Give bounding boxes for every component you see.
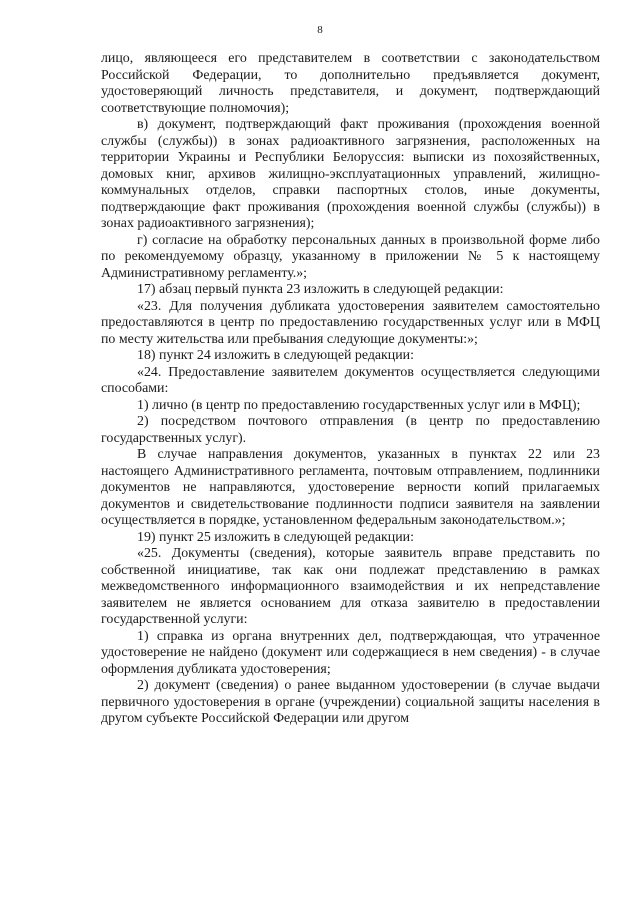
- paragraph: лицо, являющееся его представителем в соответствии с законодательством Российской Федерации, то дополнительно предъявляется документ, удостоверяющий личность представителя, и документ, подтверждающий соответствующие полномочия);: [101, 51, 600, 116]
- paragraph: 19) пункт 25 изложить в следующей редакции:: [137, 529, 414, 545]
- paragraph: 1) справка из органа внутренних дел, подтверждающая, что утраченное удостоверение не найдено (документ или содержащиеся в нем сведения) - в случае оформления дубликата удостоверения;: [101, 628, 600, 677]
- document-body: [101, 51, 600, 728]
- paragraph: «23. Для получения дубликата удостоверения заявителем самостоятельно предоставляются в центр по предоставлению государственных услуг или в МФЦ по месту жительства или пребывания следующие документы:»;: [101, 298, 600, 347]
- paragraph: 2) документ (сведения) о ранее выданном удостоверении (в случае выдачи первичного удостоверения в органе (учреждении) социальной защиты населения в другом субъекте Российской Федерации или другом: [101, 678, 600, 726]
- paragraph: 18) пункт 24 изложить в следующей редакции:: [137, 348, 414, 363]
- page-number: 8: [317, 24, 323, 36]
- paragraph: «25. Документы (сведения), которые заявитель вправе представить по собственной инициативе, так как они подлежат представлению в рамках межведомственного информационного взаимодействия и их непредставление заявителем не является основанием для отказа заявителю в предоставлении государственной услуги:: [101, 546, 600, 627]
- paragraph: в) документ, подтверждающий факт проживания (прохождения военной службы (службы)) в зонах радиоактивного загрязнения, расположенных на территории Украины и Республики Белоруссия: выписки из похозяйственных, домовых книг, архивов жилищно-эксплуатационных управлений, жилищно-коммунальных отделов, справки паспортных столов, иные документы, подтверждающие факт проживания (прохождения военной службы (службы)) в зонах радиоактивного загрязнения);: [101, 117, 600, 231]
- paragraph: 2) посредством почтового отправления (в центр по предоставлению государственных услуг).: [101, 414, 600, 446]
- paragraph: В случае направления документов, указанных в пунктах 22 или 23 настоящего Административного регламента, почтовым отправлением, подлинники документов не направляются, удостоверение верности копий прилагаемых документов и свидетельствование подлинности подписи заявителя на заявлении осуществляется в порядке, установленном федеральным законодательством.»;: [101, 447, 600, 528]
- paragraph: 17) абзац первый пункта 23 изложить в следующей редакции:: [137, 282, 504, 297]
- paragraph: г) согласие на обработку персональных данных в произвольной форме либо по рекомендуемому образцу, указанному в приложении № 5 к настоящему Административному регламенту.»;: [101, 232, 600, 281]
- paragraph: 1) лично (в центр по предоставлению государственных услуг или в МФЦ);: [137, 397, 581, 413]
- paragraph: «24. Предоставление заявителем документов осуществляется следующими способами:: [101, 364, 600, 396]
